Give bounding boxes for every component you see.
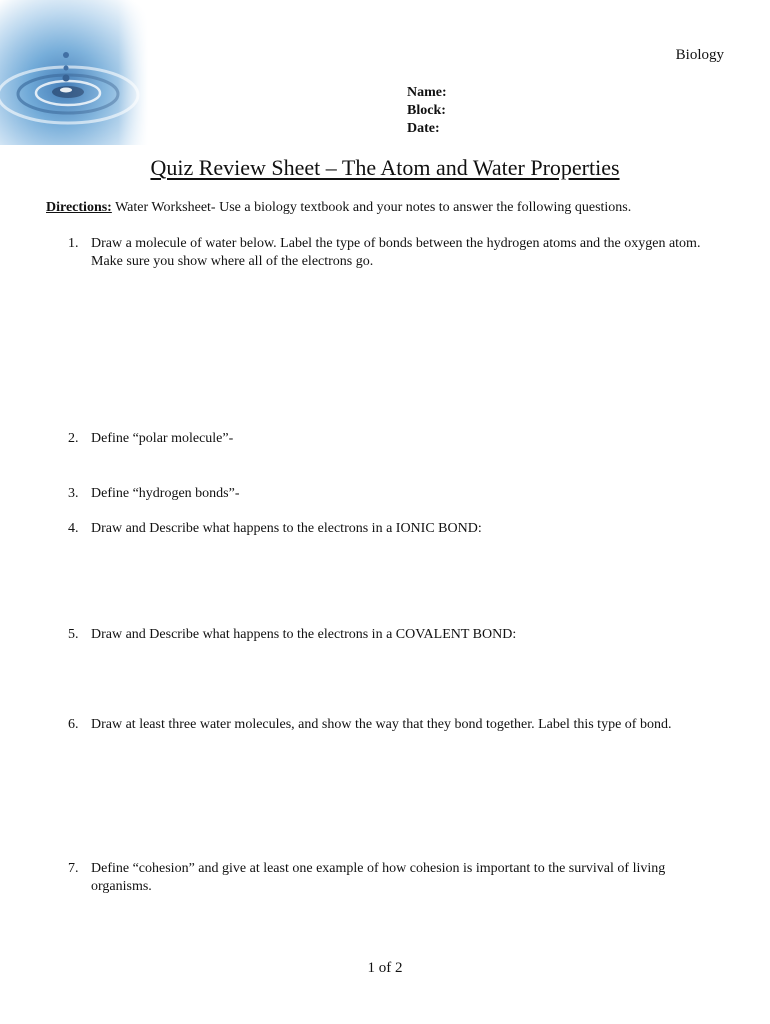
question-number: 6. [68,717,79,732]
question-text: Define “cohesion” and give at least one example of how cohesion is important to the survival of living organisms. [91,861,666,894]
question-item [68,626,728,644]
question-text: Define “hydrogen bonds”- [91,486,240,501]
question-number: 4. [68,521,79,536]
question-text: Draw and Describe what happens to the electrons in a IONIC BOND: [91,521,482,536]
question-text: Define “polar molecule”- [91,431,234,446]
name-field-label: Name: [407,85,447,100]
question-item [68,860,728,896]
date-field-label: Date: [407,121,440,136]
page-title: Quiz Review Sheet – The Atom and Water Properties [150,155,620,180]
directions-label: Directions: [46,200,112,215]
question-number: 7. [68,861,79,876]
question-text: Draw and Describe what happens to the electrons in a COVALENT BOND: [91,627,517,642]
question-item [68,716,728,734]
question-number: 2. [68,431,79,446]
student-info-fields [407,84,447,138]
subject-label: Biology [675,47,724,63]
directions-text: Water Worksheet- Use a biology textbook and your notes to answer the following questions. [111,200,632,215]
question-number: 3. [68,486,79,501]
question-text: Draw a molecule of water below. Label the type of bonds between the hydrogen atoms and the oxygen atom. Make sure you show where all of the electrons go. [91,236,701,269]
question-text: Draw at least three water molecules, and show the way that they bond together. Label this type of bond. [91,717,672,732]
question-number: 5. [68,627,79,642]
question-item [68,485,728,503]
question-item [68,520,728,538]
question-item [68,235,728,271]
question-item [68,430,728,448]
water-droplet-ripple-icon [0,0,148,145]
directions [46,200,631,216]
page-number: 1 of 2 [367,960,403,976]
block-field-label: Block: [407,103,446,118]
question-number: 1. [68,236,79,251]
